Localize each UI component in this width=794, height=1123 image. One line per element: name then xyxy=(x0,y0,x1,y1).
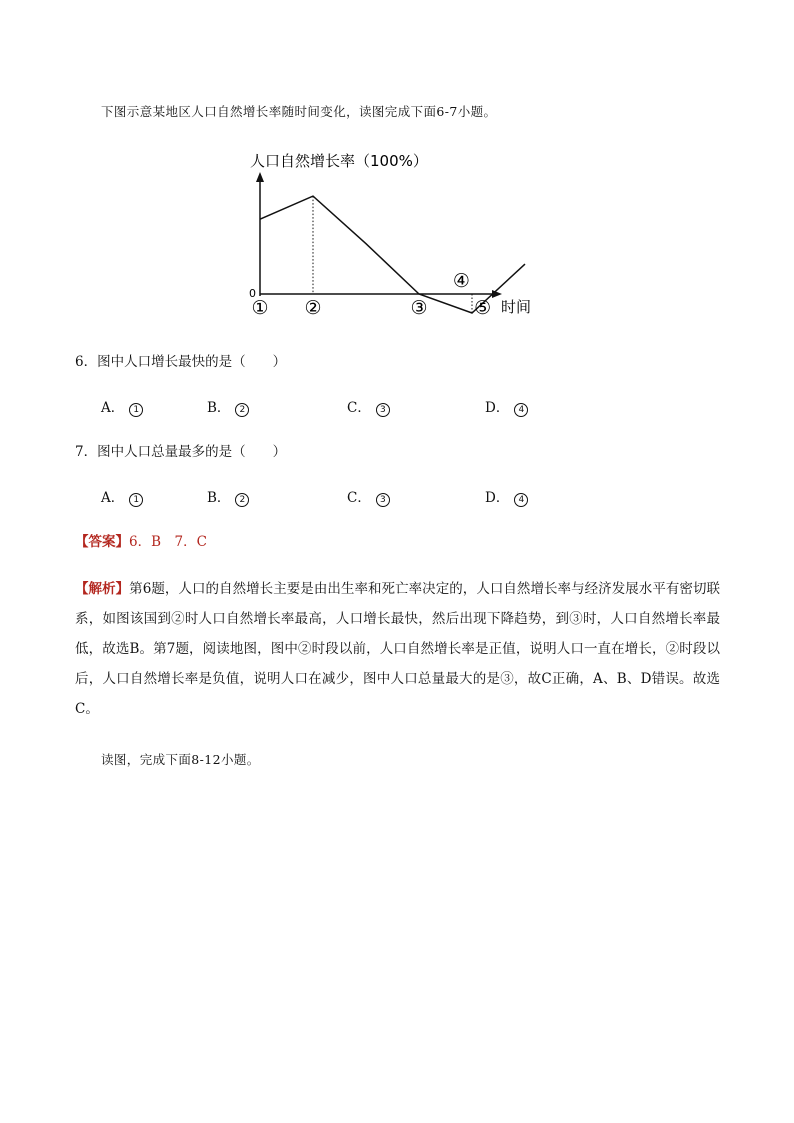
answer-label: 【答案】 xyxy=(75,534,129,550)
x-axis-label: 时间 xyxy=(501,298,532,316)
y-axis-title: 人口自然增长率（100%） xyxy=(250,152,428,170)
series-line xyxy=(260,196,525,313)
answer-text: 6．B 7．C xyxy=(129,534,207,550)
q6-option-a[interactable]: A． 1 xyxy=(101,396,143,417)
analysis-label: 【解析】 xyxy=(75,581,130,597)
origin-label: 0 xyxy=(249,287,256,300)
q7-option-a[interactable]: A． 1 xyxy=(101,486,143,507)
guide-lines xyxy=(313,196,472,313)
answer-line xyxy=(75,530,207,550)
point-label-3: ③ xyxy=(410,297,428,319)
q7-option-d[interactable]: D． 4 xyxy=(485,486,528,507)
growth-rate-chart xyxy=(240,144,540,324)
question-7: 7．图中人口总量最多的是（ ） xyxy=(75,444,287,460)
y-axis-arrow xyxy=(256,172,264,182)
point-label-1: ① xyxy=(251,297,269,319)
point-label-5: ⑤ xyxy=(474,297,492,319)
point-label-4: ④ xyxy=(452,270,470,292)
point-label-2: ② xyxy=(304,297,322,319)
q6-option-d[interactable]: D． 4 xyxy=(485,396,528,417)
q7-option-b[interactable]: B． 2 xyxy=(207,486,249,507)
analysis-text: 第6题，人口的自然增长主要是由出生率和死亡率决定的，人口自然增长率与经济发展水平有密切联系，如图该国到②时人口自然增长率最高，人口增长最快，然后出现下降趋势，到③时，人口自然增长率最低，故选B。第7题，阅读地图，图中②时段以前，人口自然增长率是正值，说明人口一直在增长，②时段以后，人口自然增长率是负值，说明人口在减少，图中人口总量最大的是③，故C正确，A、B、D错误。故选C。 xyxy=(75,581,721,717)
analysis-paragraph xyxy=(75,574,720,724)
q7-option-c[interactable]: C． 3 xyxy=(347,486,390,507)
question-6: 6．图中人口增长最快的是（ ） xyxy=(75,354,287,370)
intro-text: 下图示意某地区人口自然增长率随时间变化，读图完成下面6-7小题。 xyxy=(101,104,497,119)
q6-option-c[interactable]: C． 3 xyxy=(347,396,390,417)
q6-option-b[interactable]: B． 2 xyxy=(207,396,249,417)
outro-text: 读图，完成下面8-12小题。 xyxy=(101,752,260,767)
